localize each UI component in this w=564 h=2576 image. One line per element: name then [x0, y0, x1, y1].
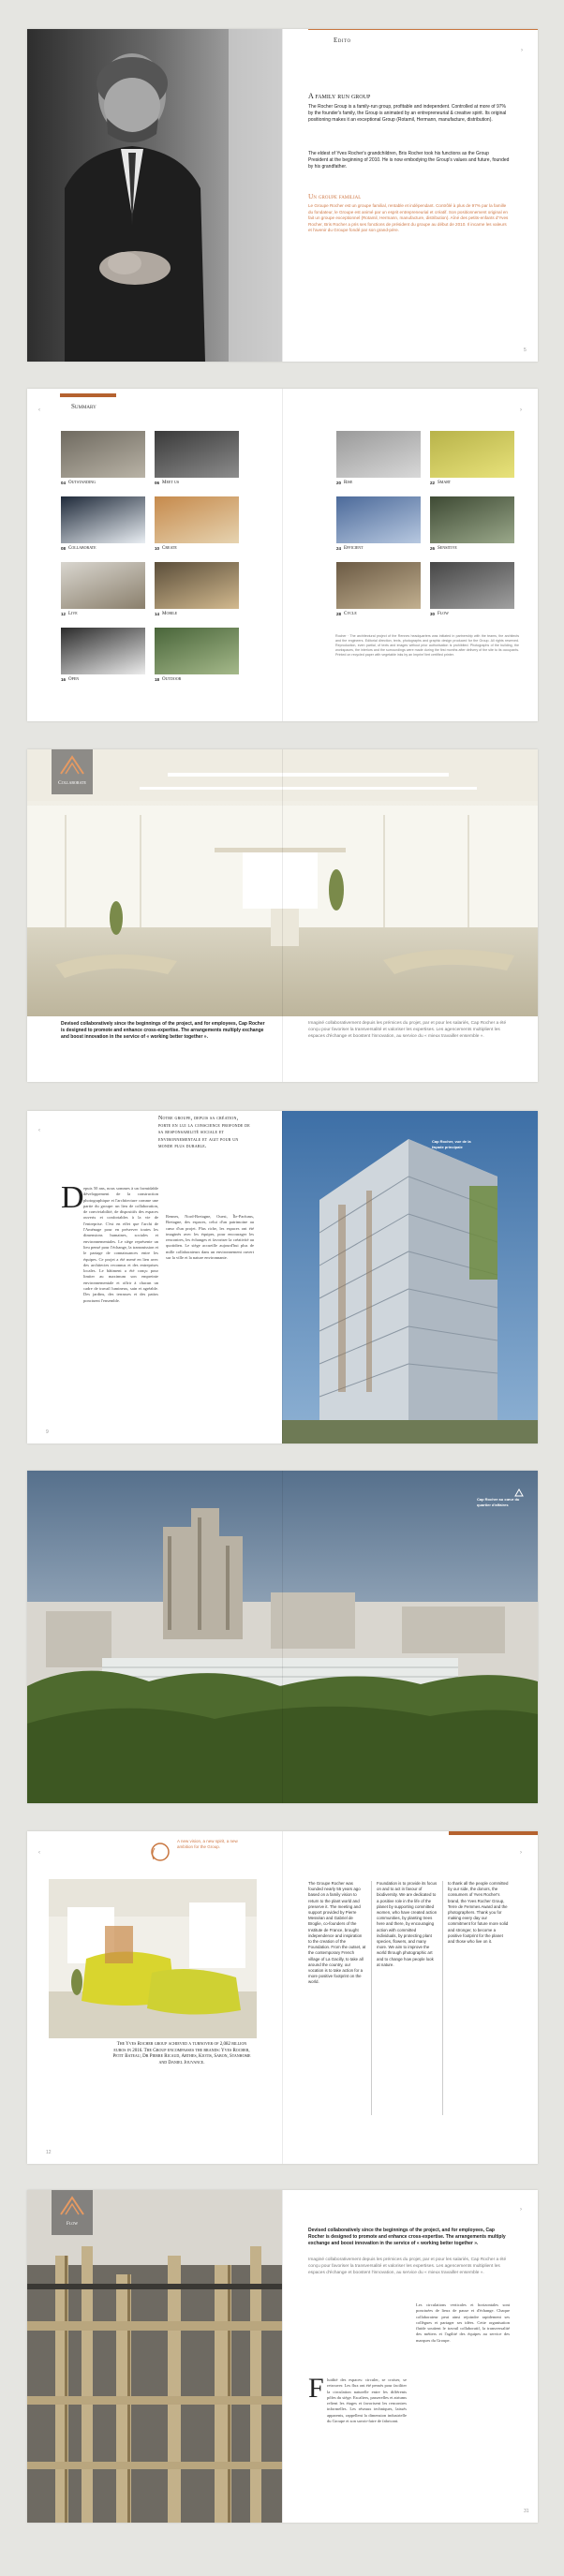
summary-item-number: 06 [155, 481, 160, 485]
architecture-spread [27, 1111, 538, 1443]
summary-item-number: 10 [155, 546, 160, 551]
summary-item-number: 08 [61, 546, 67, 551]
circle-arrow-icon [149, 1841, 171, 1863]
mountain-icon [52, 749, 93, 777]
summary-item-number: 30 [430, 612, 436, 616]
edito-title: Edito [334, 37, 351, 44]
summary-item-number: 12 [61, 612, 67, 616]
summary-item-label[interactable]: Rise [344, 481, 353, 485]
chevron-left-icon[interactable]: ‹ [38, 1128, 40, 1133]
summary-right-thumbnail[interactable] [336, 431, 421, 478]
summary-item-label[interactable]: Cycle [344, 612, 357, 616]
edito-header-bar [308, 29, 538, 30]
flow-label: Flow [66, 2221, 79, 2227]
edito-fr-para: Le Groupe Rocher est un groupe familial, rentable et indépendant. Contrôlé à plus de 97% par la famille du fondateur, le Groupe est animé par un esprit entrepreneurial et créatif. Son positionnement original en fait un groupe exceptionnel (Rotamil, Hermann, manufacture, distribution). Aîné des petits-enfants d'Yves Rocher, Bris Rocher a pris ses fonctions de président du groupe au début de 2010. Il incarne les valeurs et l'avenir du Groupe fondé par son grand-père. [308, 203, 509, 232]
flow-intro-caption: The Yves Rocher group achieved a turnover of 2,082 billion euros in 2016. The Group encompasses the brands: Yves Rocher, Petit Bateau, Dr Pierre Ricaud, Arthes, Kiotis, Sabon, Stanhome and Daniel Jouvance. [112, 2042, 251, 2065]
collaborate-label: Collaborate [58, 780, 86, 786]
summary-item-label[interactable]: Open [68, 677, 80, 682]
flow-intro-spread [27, 1831, 538, 2164]
summary-item-number: 18 [155, 677, 160, 682]
flow-intro-col3: to thank all the people committed by our side, the donors, the consumers of Yves Rocher's brand, the Yves Rocher Group, Terre de Femmes Award and the photographers. Thank you for making every day our commitment for future more solid and stronger, to become a positive footprint for the planet and those who live on it. [448, 1881, 509, 1945]
page-number: 9 [46, 1429, 49, 1435]
summary-left-thumbnail[interactable] [61, 628, 145, 674]
architecture-quote: Notre groupe, depuis sa création, porte en lui la conscience profonde de sa responsabilité sociale et environnementale et agit pour un monde plus durable. [158, 1116, 250, 1149]
spine [282, 1471, 283, 1803]
architecture-body-right: Rennes, Nord-Bretagne, Ouest, Île-Parfums, Bretagne, des espaces, celui d'un patrimoine au cœur d'un projet. Plus riche, les espaces ont été imaginés avec les équipes, pour encourager les rencontres, les échanges et favoriser la créativité au quotidien. Le siège accueille aujourd'hui plus de mille collaborateurs dans un environnement ouvert sur la ville et la nature environnante. [166, 1214, 254, 1261]
collaborate-spread [27, 749, 538, 1082]
spine [282, 389, 283, 721]
summary-header-bar [60, 393, 116, 397]
architecture-body-left: epuis 50 ans, nous sommes à un formidable développement de la construction photographique et l'architecture comme une partie du groupe: un lieu de collaboration, de conviviabilité, de dispositifs des espaces ouverts et confortables à la vie de l'entreprise. C'est en effet que l'archi de l'Aménage pour en préserver toutes les dimensions humaines, sociales et environnementales. Le siège représente un lieu pensé pour l'échange, la transmission et le partage de connaissances entre les équipes. Ce projet a été mené en lien avec des architectes reconnus et des entreprises locales. Le bâtiment a été conçu pour limiter au maximum son empreinte environnementale et offrir à chacun un cadre de travail lumineux, sain et agréable. Des jardins, des terrasses et des patios ponctuent l'ensemble. [83, 1186, 158, 1303]
summary-item-label[interactable]: Live [68, 612, 78, 616]
lounge-scene [49, 1879, 257, 2038]
summary-right-thumbnail[interactable] [336, 496, 421, 543]
chevron-right-icon[interactable]: › [520, 407, 522, 413]
spine [282, 1111, 283, 1443]
summary-left-thumbnail[interactable] [155, 628, 239, 674]
summary-item-number: 24 [336, 546, 342, 551]
summary-item-number: 04 [61, 481, 67, 485]
summary-item-label[interactable]: Meet us [162, 481, 180, 485]
summary-left-thumbnail[interactable] [61, 431, 145, 478]
flow-intro-col1: The Groupe Rocher was founded nearly 55 years ago based on a family vision to return to the plant world and preserve it. The meeting and support provided by Pierre Messéan and Gabriel de Broglie, co-founders of the Institute de France, brought independence and inspiration to the creation of the Foundation. From the outset, at the contemporary French village of La Gacilly, to take all around the country, our vocation is to take action for a more positive footprint on the world. [308, 1881, 366, 1985]
chevron-right-icon[interactable]: › [520, 1850, 522, 1856]
summary-item-label[interactable]: Outdoor [162, 677, 182, 682]
flow-intro-callout: A new vision, a new spirit, a new ambition for the Group. [177, 1839, 238, 1849]
edito-heading: A family run group [308, 92, 371, 100]
summary-item-number: 22 [430, 481, 436, 485]
spine [282, 749, 283, 1082]
flow-fr-text: Imaginé collaborativement depuis les prémices du projet, par et pour les salariés, Cap Rocher a été conçu pour favoriser la transversalité et valoriser les expertises. Les agencements multiplient les espaces d'échange et boostent l'innovation, au service du « mieux travailler ensemble ». [308, 2258, 507, 2275]
flow-intro-col2: Foundation is to provide its focus on and to act in favour of biodiversity. We are dedicated to a positive role in the life of the planet by supporting committed women, who have created action communities, by planting trees here and there, by encouraging action with committed individuals, by protecting plant species, flowers, and many more. We aim to improve the world through photographic art and to change how people look at nature. [377, 1881, 438, 1967]
summary-item-label[interactable]: Outstanding [68, 481, 96, 485]
pipes-photo [27, 2190, 282, 2523]
pipes-scene [27, 2190, 282, 2523]
portrait-photo [27, 29, 282, 362]
mountain-icon [514, 1488, 524, 1497]
flow-badge [52, 2190, 93, 2235]
spine [282, 1831, 283, 2164]
edito-para2: The eldest of Yves Rocher's grandchildren, Bris Rocher took his functions as the Group President at the beginning of 2010. He is now embodying the Group's values and future, founded by his grandfather. [308, 151, 510, 170]
flow-body-left: luidité des espaces: circuler, se croiser, se retrouver. Les flux ont été pensés pour faciliter la circulation naturelle entre les différents pôles du siège. Escaliers, passerelles et atriums relient les étages et favorisent les rencontres informelles. Les réseaux techniques, laissés apparents, rappellent la dimension industrielle du Groupe et son savoir-faire de fabricant. [327, 2377, 407, 2424]
chevron-left-icon[interactable]: ‹ [38, 407, 40, 413]
chevron-left-icon[interactable]: ‹ [38, 1850, 40, 1856]
summary-item-number: 26 [430, 546, 436, 551]
column-divider [442, 1881, 443, 2115]
drop-cap: D [61, 1180, 84, 1215]
summary-item-label[interactable]: Create [162, 546, 177, 551]
collaborate-en-text: Devised collaboratively since the beginnings of the project, and for employees, Cap Rocher is designed to promote and enhance cross-expertise. The arrangements multiply exchange and boost innovation in the service of « working better together ». [61, 1021, 265, 1040]
collaborate-fr-text: Imaginé collaborativement depuis les prémices du projet, par et pour les salariés, Cap Rocher a été conçu pour favoriser la transversalité et valoriser les expertises. Les agencements multiplient les espaces d'échange et boostent l'innovation, au service du « mieux travailler ensemble ». [308, 1021, 507, 1039]
summary-item-label[interactable]: Mobile [162, 612, 178, 616]
summary-colophon: Rocher · The architectural project of the Rennes headquarters was initiated in partnership with the teams, the architects and the engineers. Editorial direction, texts, photographs and graphic design produced for the Group. All rights reserved. Reproduction, even partial, of texts and images without prior authorisation is prohibited. Photographs of the building, the workspaces, the interiors and the surroundings were made during the first months after delivery of the site to its occupants. Printed on recycled paper with vegetable inks by an Imprim'Vert certified printer. [335, 634, 519, 657]
summary-item-label[interactable]: Efficient [344, 546, 364, 551]
summary-left-thumbnail[interactable] [61, 496, 145, 543]
flow-spread [27, 2190, 538, 2523]
summary-item-number: 16 [61, 677, 67, 682]
summary-item-number: 28 [336, 612, 342, 616]
summary-item-label[interactable]: Smart [438, 481, 452, 485]
summary-right-thumbnail[interactable] [430, 431, 514, 478]
summary-left-thumbnail[interactable] [61, 562, 145, 609]
summary-item-number: 20 [336, 481, 342, 485]
edito-fr-heading: Un groupe familial [308, 192, 362, 200]
summary-title: Summary [71, 403, 96, 410]
mountain-icon [52, 2190, 93, 2218]
summary-left-thumbnail[interactable] [155, 496, 239, 543]
summary-item-label[interactable]: Sensitive [438, 546, 457, 551]
spine [282, 29, 283, 362]
facade-caption: Cap Rocher, vue de la façade principale [432, 1139, 471, 1149]
summary-right-thumbnail[interactable] [336, 562, 421, 609]
lounge-photo [49, 1879, 257, 2038]
building-facade-photo [282, 1111, 538, 1443]
page-number: 31 [524, 2509, 529, 2514]
summary-left-thumbnail[interactable] [155, 431, 239, 478]
panorama-spread [27, 1471, 538, 1803]
summary-spread [27, 389, 538, 721]
building-facade [282, 1111, 538, 1443]
summary-item-number: 14 [155, 612, 160, 616]
chevron-right-icon[interactable]: › [520, 2207, 522, 2213]
flow-intro-header-bar [449, 1831, 538, 1835]
edito-spread [27, 29, 538, 362]
collaborate-badge [52, 749, 93, 794]
spine [282, 2190, 283, 2523]
drop-cap: F [308, 2373, 324, 2404]
edito-para1: The Rocher Group is a family-run group, profitable and independent. Controlled at more of 97% by the founder's family, the Group is animated by an entrepreneurial & creative spirit. Its original positioning makes it an exceptional Group (Rotamil, Hermann, manufacture, distribution). [308, 104, 507, 123]
summary-item-label[interactable]: Flow [438, 612, 449, 616]
summary-right-thumbnail[interactable] [430, 496, 514, 543]
flow-en-text: Devised collaboratively since the beginnings of the project, and for employees, Cap Rocher is designed to promote and enhance cross-expertise. The arrangements multiply exchange and boost innovation in the service of « working better together ». [308, 2228, 506, 2246]
portrait-figure [27, 29, 282, 362]
summary-item-label[interactable]: Collaborate [68, 546, 96, 551]
summary-right-thumbnail[interactable] [430, 562, 514, 609]
chevron-right-icon[interactable]: › [521, 48, 523, 53]
column-divider [371, 1881, 372, 2115]
summary-left-thumbnail[interactable] [155, 562, 239, 609]
page-number: 12 [46, 2150, 52, 2155]
flow-body-right: Les circulations verticales et horizontales sont ponctuées de lieux de pause et d'échange. Chaque collaborateur peut ainsi rejoindre rapidement ses collègues et partager ses idées. Cette organisation fluide soutient le travail collaboratif, la transversalité des métiers et l'agilité des équipes au service des marques du Groupe. [416, 2302, 510, 2343]
page-number: 5 [524, 348, 527, 353]
panorama-caption: Cap Rocher au cœur du quartier d'affaires [477, 1497, 520, 1507]
